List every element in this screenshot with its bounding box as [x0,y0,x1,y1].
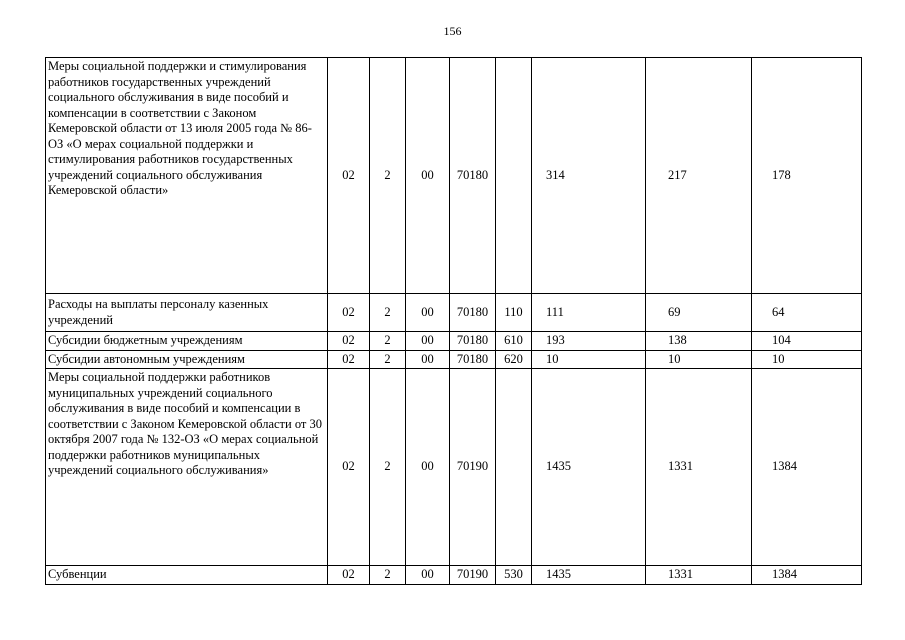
value-2: 10 [646,350,752,369]
section-code: 02 [328,369,370,566]
value-1: 314 [532,58,646,294]
value-3: 1384 [752,566,862,585]
value-3: 104 [752,332,862,351]
program-code: 00 [406,350,450,369]
value-2: 1331 [646,369,752,566]
row-description: Субвенции [46,566,328,585]
article-code: 70190 [450,369,496,566]
budget-table [45,57,862,585]
program-code: 00 [406,369,450,566]
value-2: 69 [646,294,752,332]
value-1: 1435 [532,369,646,566]
expense-type-code: 530 [496,566,532,585]
expense-type-code [496,369,532,566]
section-code: 02 [328,332,370,351]
article-code: 70180 [450,332,496,351]
value-2: 217 [646,58,752,294]
value-2: 1331 [646,566,752,585]
subsection-code: 2 [370,294,406,332]
expense-type-code [496,58,532,294]
row-description: Меры социальной поддержки работников муниципальных учреждений социального обслуживания в виде пособий и компенсации в соответствии с Законом Кемеровской области от 30 октября 2007 года № 132-ОЗ «О мерах социальной поддержки работников муниципальных учреждений социального обслуживания» [46,369,328,566]
section-code: 02 [328,294,370,332]
table-row [46,350,862,369]
expense-type-code: 620 [496,350,532,369]
program-code: 00 [406,58,450,294]
row-description: Субсидии автономным учреждениям [46,350,328,369]
article-code: 70180 [450,350,496,369]
expense-type-code: 610 [496,332,532,351]
value-3: 178 [752,58,862,294]
article-code: 70180 [450,294,496,332]
value-2: 138 [646,332,752,351]
section-code: 02 [328,566,370,585]
subsection-code: 2 [370,350,406,369]
table-row [46,58,862,294]
row-description: Субсидии бюджетным учреждениям [46,332,328,351]
article-code: 70190 [450,566,496,585]
value-1: 1435 [532,566,646,585]
value-3: 10 [752,350,862,369]
subsection-code: 2 [370,332,406,351]
program-code: 00 [406,294,450,332]
expense-type-code: 110 [496,294,532,332]
subsection-code: 2 [370,369,406,566]
table-row [46,369,862,566]
table-row [46,566,862,585]
value-1: 111 [532,294,646,332]
value-1: 10 [532,350,646,369]
table-row [46,332,862,351]
value-3: 1384 [752,369,862,566]
row-description: Расходы на выплаты персоналу казенных учреждений [46,294,328,332]
row-description: Меры социальной поддержки и стимулирования работников государственных учреждений социального обслуживания в виде пособий и компенсации в соответствии с Законом Кемеровской области от 13 июля 2005 года № 86-ОЗ «О мерах социальной поддержки и стимулирования работников государственных учреждений социального обслуживания Кемеровской области» [46,58,328,294]
value-3: 64 [752,294,862,332]
section-code: 02 [328,350,370,369]
section-code: 02 [328,58,370,294]
value-1: 193 [532,332,646,351]
program-code: 00 [406,566,450,585]
article-code: 70180 [450,58,496,294]
program-code: 00 [406,332,450,351]
table-row [46,294,862,332]
subsection-code: 2 [370,566,406,585]
subsection-code: 2 [370,58,406,294]
page-number: 156 [443,24,462,38]
